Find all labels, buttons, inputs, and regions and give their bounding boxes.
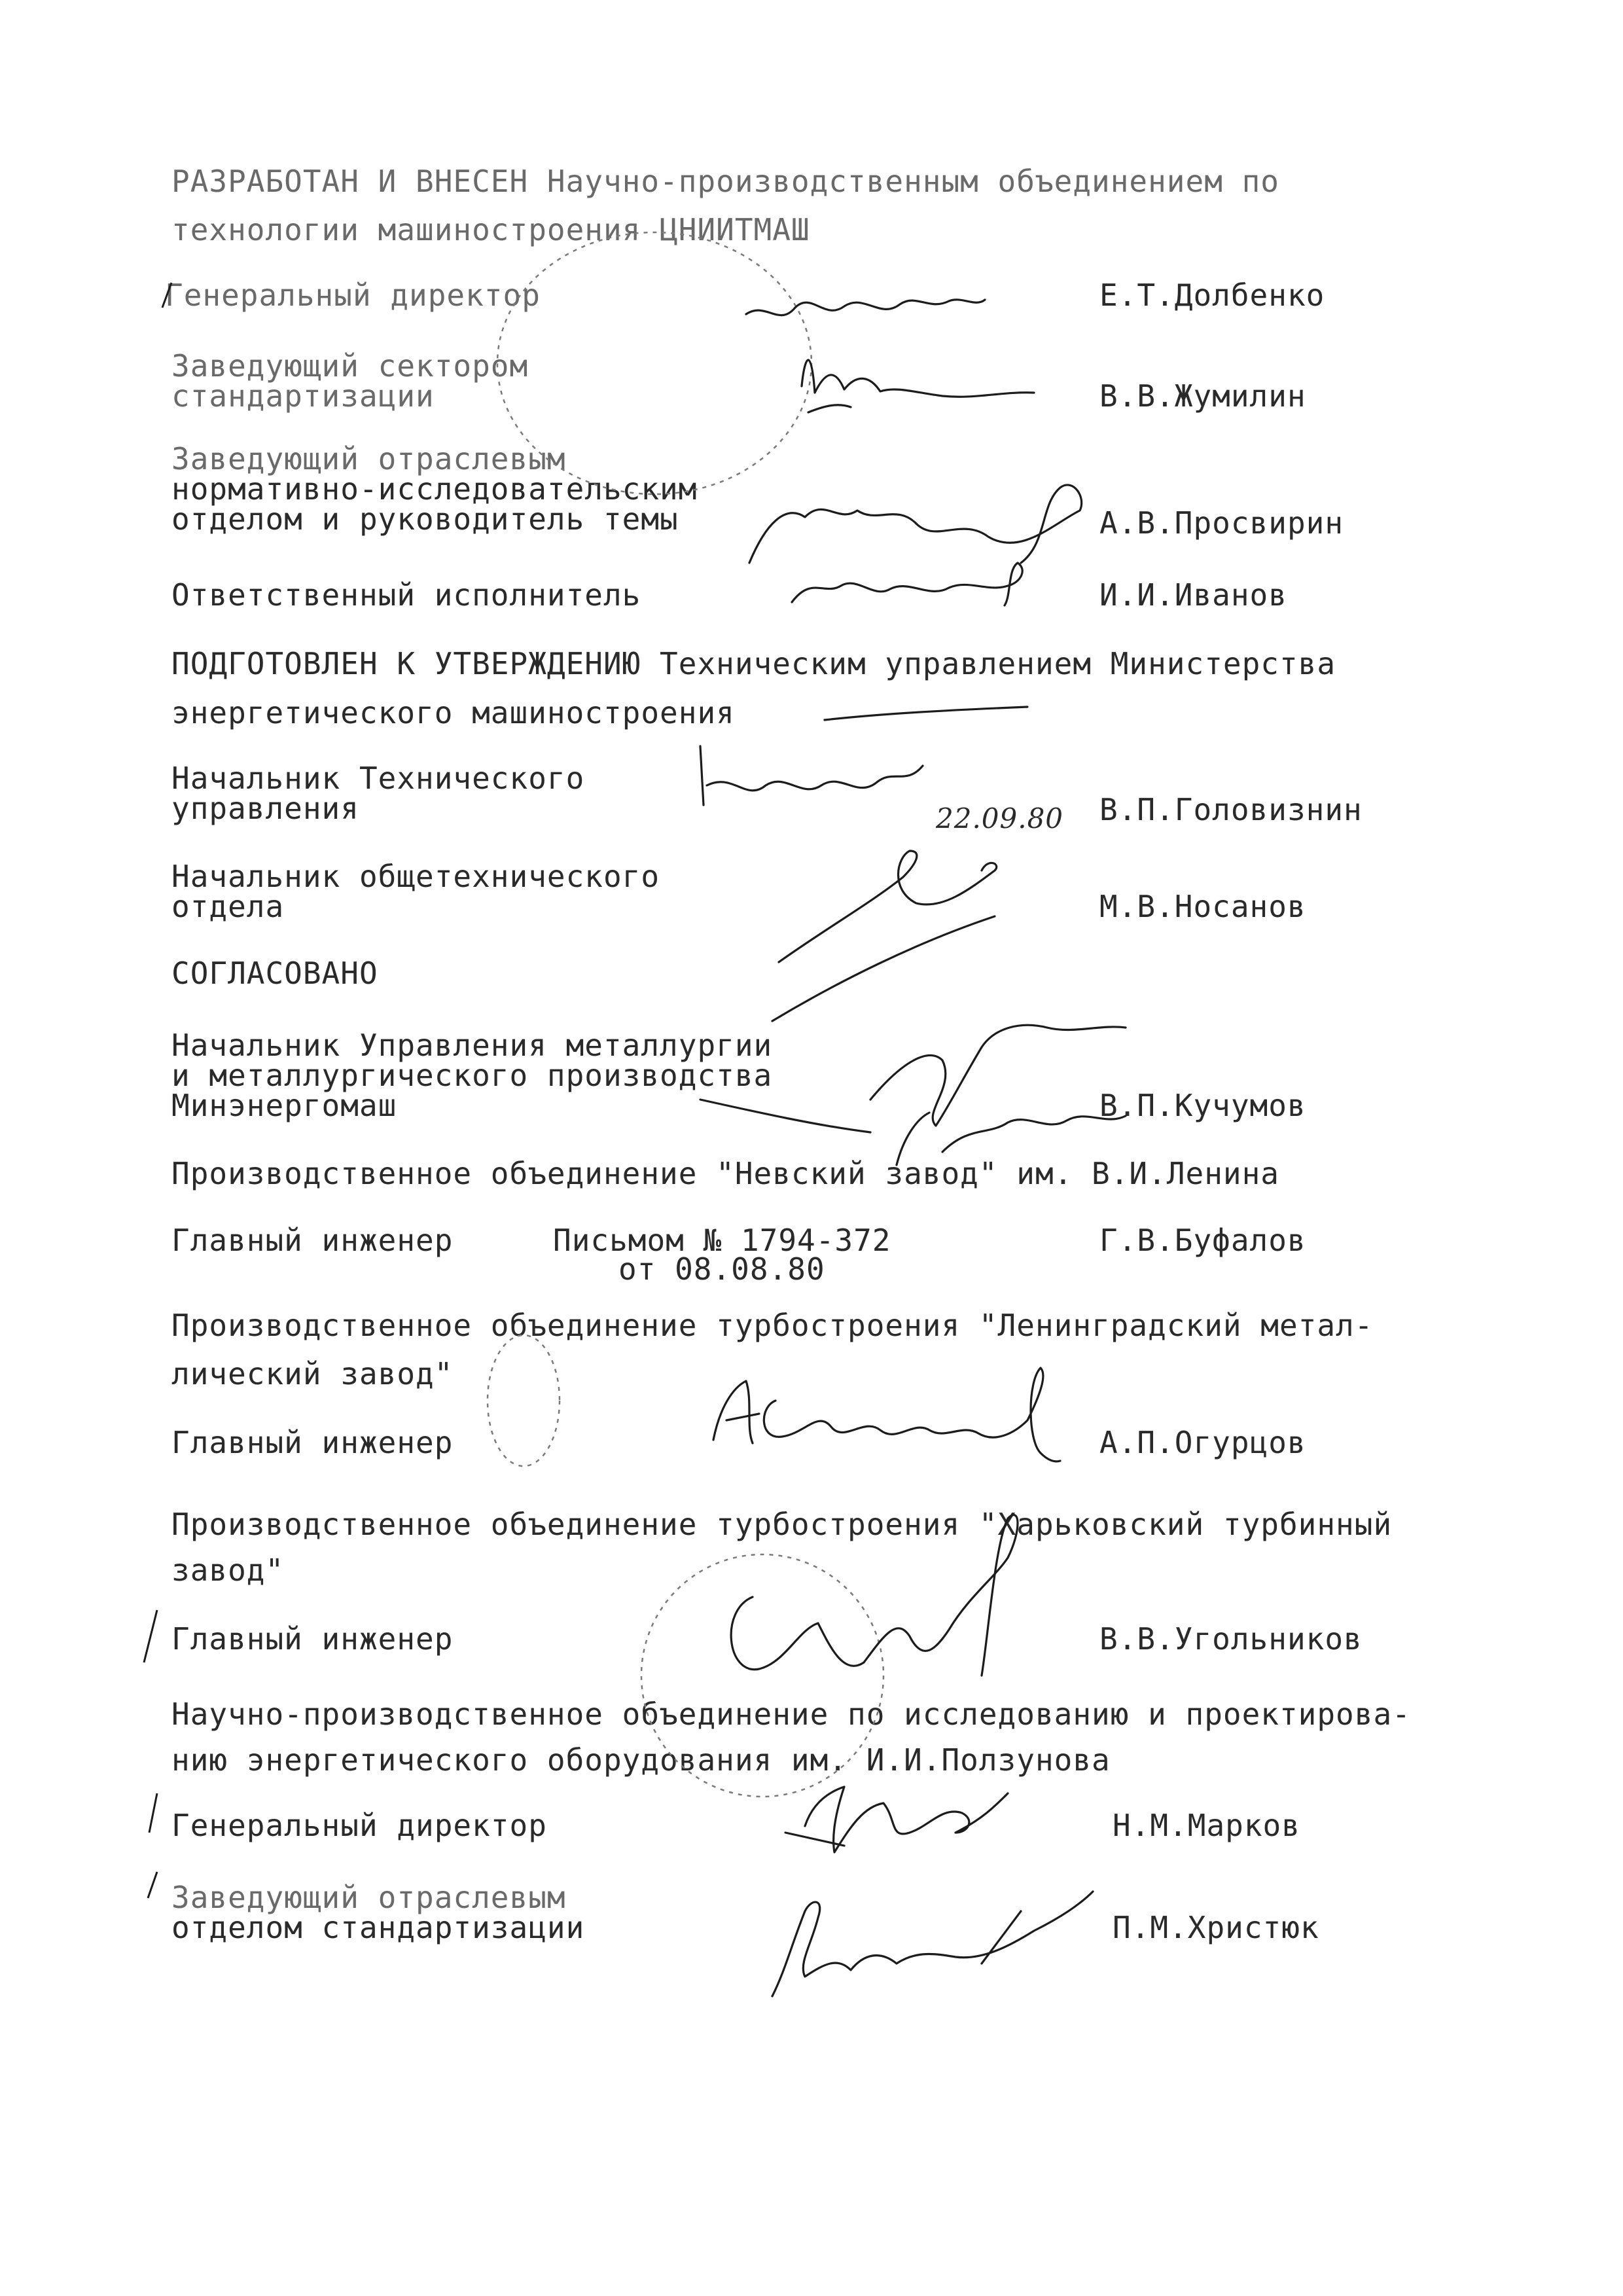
signatory-role: Заведующий сектором (171, 348, 529, 384)
prepared-line-2: энергетического машиностроения (171, 695, 735, 730)
signature-dolbenko-icon (746, 300, 985, 315)
signatory-role: Ответственный исполнитель (171, 577, 641, 613)
signatory-role: управления (171, 791, 359, 826)
signatory-role: отделом и руководитель темы (171, 501, 679, 537)
partial-stamp-icon (488, 1335, 560, 1466)
signatory-name: Н.М.Марков (1113, 1808, 1300, 1843)
org-lmz-line-2: лический завод" (171, 1356, 454, 1391)
signatory-name: Е.Т.Долбенко (1099, 278, 1325, 313)
signatory-name: В.В.Угольников (1099, 1621, 1363, 1657)
signature-khristyuk-icon (772, 1892, 1093, 1996)
signatory-name: П.М.Христюк (1113, 1910, 1319, 1945)
signatory-role: Заведующий отраслевым (171, 1880, 566, 1915)
prepared-line-1: ПОДГОТОВЛЕН К УТВЕРЖДЕНИЮ Техническим управлением Министерства (171, 646, 1336, 681)
org-polzunov-line-2: нию энергетического оборудования им. И.И.Ползунова (171, 1742, 1111, 1778)
signatory-role: стандартизации (171, 378, 435, 414)
signatory-role: нормативно-исследовательским (171, 471, 698, 507)
signature-goloviznin-icon (700, 707, 1027, 805)
signatory-role: Начальник общетехнического (171, 859, 660, 894)
org-nevsky: Производственное объединение "Невский завод" им. В.И.Ленина (171, 1156, 1279, 1191)
signatory-role: Начальник Технического (171, 761, 585, 796)
org-polzunov-line-1: Научно-производственное объединение по исследованию и проектирова- (171, 1696, 1411, 1732)
signature-prosvirin-icon (749, 485, 1082, 563)
signatory-name: В.П.Кучумов (1099, 1088, 1306, 1123)
letter-reference: Письмом № 1794-372 (553, 1223, 891, 1258)
signatory-name: М.В.Носанов (1099, 889, 1306, 924)
signatory-name: А.В.Просвирин (1099, 505, 1344, 541)
signature-ivanov-icon (792, 563, 1022, 605)
signature-zhumilin-icon (802, 360, 1034, 412)
signatory-role: Главный инженер (171, 1223, 454, 1258)
signatory-role: Генеральный директор (165, 278, 541, 313)
signatory-name: А.П.Огурцов (1099, 1425, 1306, 1460)
margin-tick-icon (149, 1793, 157, 1833)
signatory-role: отдела (171, 889, 285, 924)
signatory-role: отделом стандартизации (171, 1910, 585, 1945)
margin-tick-icon (148, 1872, 157, 1898)
org-khtz-line-1: Производственное объединение турбостроения "Харьковский турбинный (171, 1507, 1393, 1542)
letter-date: от 08.08.80 (618, 1251, 825, 1287)
org-lmz-line-1: Производственное объединение турбостроения "Ленинградский метал- (171, 1308, 1374, 1343)
signatory-role: Заведующий отраслевым (171, 441, 566, 476)
signatory-name: В.В.Жумилин (1099, 378, 1306, 414)
signatory-role: и металлургического производства (171, 1058, 773, 1093)
signatory-role: Минэнергомаш (171, 1088, 397, 1123)
signatory-name: В.П.Головизнин (1099, 792, 1363, 827)
signatory-role: Главный инженер (171, 1425, 454, 1460)
signatory-role: Генеральный директор (171, 1808, 547, 1843)
margin-tick-icon (144, 1610, 157, 1662)
signature-markov-icon (785, 1787, 1008, 1852)
signatory-name: И.И.Иванов (1099, 577, 1287, 613)
signatory-role: Главный инженер (171, 1621, 454, 1657)
developed-line-2: технологии машиностроения ЦНИИТМАШ (171, 212, 810, 247)
handwritten-date: 22.09.80 (936, 802, 1064, 834)
signatory-role: Начальник Управления металлургии (171, 1028, 773, 1063)
developed-line-1: РАЗРАБОТАН И ВНЕСЕН Научно-производственным объединением по (171, 164, 1279, 199)
signature-nosanov-icon (772, 851, 997, 1021)
org-khtz-line-2: завод" (171, 1552, 285, 1588)
signatory-name: Г.В.Буфалов (1099, 1223, 1306, 1258)
signature-ogurtsov-icon (713, 1368, 1060, 1462)
agreed-heading: СОГЛАСОВАНО (171, 956, 378, 991)
